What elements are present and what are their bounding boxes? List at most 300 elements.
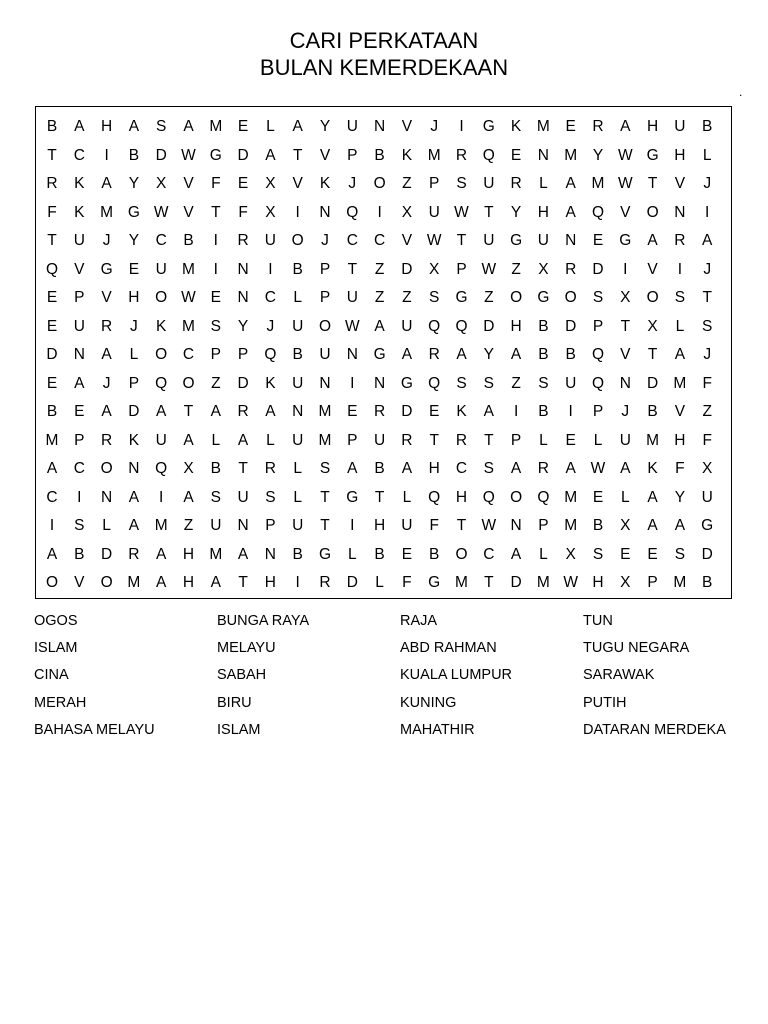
grid-letter[interactable]: A	[565, 175, 576, 192]
grid-letter[interactable]: J	[102, 232, 111, 249]
grid-letter[interactable]: A	[347, 460, 358, 477]
grid-letter[interactable]: Q	[591, 346, 605, 363]
grid-letter[interactable]: U	[292, 431, 304, 449]
grid-letter[interactable]: C	[73, 146, 85, 164]
grid-letter[interactable]: D	[592, 260, 604, 278]
grid-letter[interactable]: V	[674, 403, 686, 420]
grid-letter[interactable]: W	[617, 146, 633, 164]
grid-letter[interactable]: Y	[510, 203, 522, 221]
grid-letter[interactable]: D	[100, 545, 113, 563]
grid-letter[interactable]: O	[646, 203, 659, 221]
grid-letter[interactable]: P	[74, 431, 85, 449]
grid-letter[interactable]: B	[183, 232, 194, 249]
grid-letter[interactable]: T	[647, 175, 658, 192]
grid-letter[interactable]: W	[454, 203, 469, 221]
grid-letter[interactable]: B	[702, 574, 713, 591]
grid-letter[interactable]: H	[428, 460, 440, 477]
grid-letter[interactable]: T	[484, 431, 494, 449]
grid-letter[interactable]: G	[373, 346, 386, 363]
grid-letter[interactable]: N	[237, 517, 249, 534]
grid-letter[interactable]: R	[455, 431, 468, 449]
grid-letter[interactable]: E	[46, 374, 58, 392]
grid-letter[interactable]: G	[400, 374, 413, 392]
grid-letter[interactable]: R	[237, 232, 249, 249]
grid-letter[interactable]: V	[101, 289, 112, 306]
grid-letter[interactable]: Z	[183, 517, 194, 534]
grid-letter[interactable]: X	[620, 517, 631, 534]
grid-letter[interactable]: Y	[592, 146, 604, 164]
grid-letter[interactable]: Y	[483, 346, 494, 363]
grid-letter[interactable]: A	[620, 460, 631, 477]
grid-letter[interactable]: E	[510, 146, 522, 164]
grid-letter[interactable]: U	[401, 517, 413, 534]
grid-letter[interactable]: L	[539, 545, 548, 563]
grid-letter[interactable]: Z	[402, 289, 412, 306]
grid-letter[interactable]: P	[74, 289, 85, 306]
grid-letter[interactable]: J	[703, 175, 712, 192]
grid-letter[interactable]: K	[74, 175, 85, 192]
grid-letter[interactable]: J	[130, 317, 138, 335]
grid-letter[interactable]: C	[455, 460, 468, 477]
grid-letter[interactable]: Q	[155, 374, 168, 392]
grid-letter[interactable]: N	[373, 118, 386, 135]
grid-letter[interactable]: B	[647, 403, 658, 420]
grid-letter[interactable]: M	[318, 403, 332, 420]
grid-letter[interactable]: N	[100, 488, 113, 506]
grid-letter[interactable]: Q	[537, 488, 550, 506]
grid-letter[interactable]: A	[210, 403, 221, 420]
grid-letter[interactable]: I	[104, 146, 109, 164]
grid-letter[interactable]: A	[702, 232, 713, 249]
grid-letter[interactable]: M	[127, 574, 141, 591]
grid-letter[interactable]: B	[210, 460, 221, 477]
grid-letter[interactable]: Z	[511, 260, 521, 278]
grid-letter[interactable]: O	[564, 289, 577, 306]
grid-letter[interactable]: G	[100, 260, 113, 278]
grid-letter[interactable]: I	[49, 517, 55, 534]
grid-letter[interactable]: V	[319, 146, 331, 164]
grid-letter[interactable]: T	[47, 146, 57, 164]
grid-letter[interactable]: A	[401, 460, 413, 477]
grid-letter[interactable]: H	[537, 203, 549, 221]
grid-letter[interactable]: B	[538, 403, 549, 420]
grid-letter[interactable]: M	[564, 488, 578, 506]
grid-letter[interactable]: U	[73, 317, 85, 335]
grid-letter[interactable]: S	[210, 488, 221, 506]
grid-letter[interactable]: L	[102, 517, 111, 534]
grid-letter[interactable]: S	[674, 289, 686, 306]
grid-letter[interactable]: H	[674, 431, 686, 449]
grid-letter[interactable]: E	[620, 545, 631, 563]
grid-letter[interactable]: Z	[511, 374, 521, 392]
grid-letter[interactable]: I	[459, 118, 464, 135]
grid-letter[interactable]: C	[264, 289, 276, 306]
grid-letter[interactable]: O	[373, 175, 386, 192]
grid-letter[interactable]: V	[74, 574, 85, 591]
grid-letter[interactable]: B	[565, 346, 576, 363]
grid-letter[interactable]: D	[510, 574, 522, 591]
grid-letter[interactable]: O	[318, 317, 332, 335]
grid-letter[interactable]: H	[510, 317, 522, 335]
grid-letter[interactable]: E	[128, 260, 140, 278]
grid-letter[interactable]: V	[74, 260, 85, 278]
grid-letter[interactable]: U	[483, 175, 495, 192]
grid-letter[interactable]: Z	[402, 175, 412, 192]
grid-letter[interactable]: R	[592, 118, 604, 135]
grid-letter[interactable]: F	[675, 460, 685, 477]
grid-letter[interactable]: G	[346, 488, 359, 506]
grid-letter[interactable]: O	[510, 289, 523, 306]
grid-letter[interactable]: R	[674, 232, 686, 249]
grid-letter[interactable]: T	[183, 403, 194, 420]
grid-letter[interactable]: M	[45, 431, 59, 449]
grid-letter[interactable]: V	[183, 203, 194, 221]
grid-letter[interactable]: S	[592, 289, 604, 306]
grid-letter[interactable]: X	[265, 203, 276, 221]
grid-letter[interactable]: H	[373, 517, 386, 534]
grid-letter[interactable]: A	[456, 346, 467, 363]
grid-letter[interactable]: U	[292, 317, 304, 335]
grid-letter[interactable]: V	[401, 118, 413, 135]
grid-letter[interactable]: I	[295, 203, 300, 221]
grid-letter[interactable]: D	[128, 403, 140, 420]
grid-letter[interactable]: I	[677, 260, 683, 278]
grid-letter[interactable]: B	[374, 460, 385, 477]
grid-letter[interactable]: U	[319, 346, 331, 363]
grid-letter[interactable]: A	[46, 460, 58, 477]
grid-letter[interactable]: K	[647, 460, 658, 477]
grid-letter[interactable]: A	[183, 431, 194, 449]
grid-letter[interactable]: V	[674, 175, 686, 192]
grid-letter[interactable]: S	[702, 317, 713, 335]
grid-letter[interactable]: U	[346, 289, 358, 306]
grid-letter[interactable]: M	[209, 545, 223, 563]
grid-letter[interactable]: J	[348, 175, 357, 192]
grid-letter[interactable]: K	[128, 431, 140, 449]
grid-letter[interactable]: U	[701, 488, 713, 506]
grid-letter[interactable]: A	[265, 403, 276, 420]
grid-letter[interactable]: E	[237, 118, 249, 135]
grid-letter[interactable]: A	[156, 574, 167, 591]
grid-letter[interactable]: S	[538, 374, 549, 392]
grid-letter[interactable]: E	[237, 175, 249, 192]
grid-letter[interactable]: N	[319, 374, 331, 392]
grid-letter[interactable]: L	[593, 431, 603, 449]
grid-letter[interactable]: A	[647, 488, 658, 506]
grid-letter[interactable]: D	[401, 403, 413, 420]
grid-letter[interactable]: R	[401, 431, 413, 449]
grid-letter[interactable]: V	[647, 260, 658, 278]
grid-letter[interactable]: M	[182, 260, 195, 278]
grid-letter[interactable]: A	[647, 232, 658, 249]
grid-letter[interactable]: E	[565, 118, 576, 135]
grid-letter[interactable]: I	[295, 574, 300, 591]
grid-letter[interactable]: L	[539, 175, 548, 192]
grid-letter[interactable]: N	[319, 203, 331, 221]
grid-letter[interactable]: L	[293, 460, 302, 477]
grid-letter[interactable]: I	[268, 260, 273, 278]
grid-letter[interactable]: A	[156, 403, 167, 420]
grid-letter[interactable]: T	[702, 289, 712, 306]
grid-letter[interactable]: A	[510, 346, 522, 363]
grid-letter[interactable]: S	[319, 460, 331, 477]
grid-letter[interactable]: K	[74, 203, 85, 221]
grid-letter[interactable]: K	[265, 374, 276, 392]
grid-letter[interactable]: O	[100, 460, 113, 477]
grid-letter[interactable]: M	[646, 431, 660, 449]
grid-letter[interactable]: F	[429, 517, 439, 534]
grid-letter[interactable]: R	[100, 317, 113, 335]
grid-letter[interactable]: I	[350, 374, 355, 392]
grid-letter[interactable]: S	[456, 374, 467, 392]
grid-letter[interactable]: U	[292, 517, 304, 534]
grid-letter[interactable]: A	[647, 517, 658, 534]
grid-letter[interactable]: E	[592, 232, 604, 249]
grid-letter[interactable]: B	[374, 545, 385, 563]
grid-letter[interactable]: Y	[128, 232, 140, 249]
grid-letter[interactable]: N	[128, 460, 140, 477]
grid-letter[interactable]: C	[483, 545, 495, 563]
grid-letter[interactable]: M	[209, 118, 223, 135]
grid-letter[interactable]: A	[101, 346, 112, 363]
grid-letter[interactable]: V	[620, 203, 631, 221]
grid-letter[interactable]: H	[674, 146, 686, 164]
grid-letter[interactable]: P	[347, 431, 358, 449]
grid-letter[interactable]: W	[563, 574, 578, 591]
grid-letter[interactable]: B	[538, 346, 549, 363]
grid-letter[interactable]: N	[537, 146, 549, 164]
grid-letter[interactable]: R	[537, 460, 549, 477]
grid-letter[interactable]: D	[237, 374, 249, 392]
grid-letter[interactable]: A	[128, 118, 140, 135]
grid-letter[interactable]: T	[238, 460, 248, 477]
grid-letter[interactable]: E	[592, 488, 604, 506]
grid-letter[interactable]: T	[292, 146, 303, 164]
grid-letter[interactable]: X	[620, 574, 631, 591]
grid-letter[interactable]: N	[674, 203, 686, 221]
grid-letter[interactable]: A	[128, 488, 140, 506]
grid-letter[interactable]: L	[347, 545, 357, 563]
grid-letter[interactable]: G	[537, 289, 550, 306]
grid-letter[interactable]: B	[429, 545, 440, 563]
grid-letter[interactable]: R	[264, 460, 276, 477]
grid-letter[interactable]: X	[401, 203, 413, 221]
grid-letter[interactable]: R	[373, 403, 386, 420]
grid-letter[interactable]: Q	[45, 260, 59, 278]
grid-letter[interactable]: B	[702, 118, 713, 135]
grid-letter[interactable]: F	[702, 431, 712, 449]
grid-letter[interactable]: P	[592, 317, 604, 335]
grid-letter[interactable]: T	[47, 232, 57, 249]
grid-letter[interactable]: Z	[484, 289, 494, 306]
grid-letter[interactable]: N	[237, 289, 249, 306]
grid-letter[interactable]: R	[455, 146, 468, 164]
grid-letter[interactable]: A	[237, 545, 249, 563]
grid-letter[interactable]: I	[213, 232, 218, 249]
grid-letter[interactable]: K	[319, 175, 331, 192]
grid-letter[interactable]: O	[100, 574, 113, 591]
grid-letter[interactable]: A	[401, 346, 413, 363]
grid-letter[interactable]: T	[347, 260, 358, 278]
grid-letter[interactable]: R	[428, 346, 440, 363]
grid-letter[interactable]: T	[647, 346, 658, 363]
grid-letter[interactable]: E	[46, 317, 58, 335]
grid-letter[interactable]: T	[320, 517, 330, 534]
grid-letter[interactable]: J	[102, 374, 111, 392]
grid-letter[interactable]: C	[46, 488, 58, 506]
grid-letter[interactable]: E	[565, 431, 576, 449]
grid-letter[interactable]: X	[702, 460, 713, 477]
grid-letter[interactable]: A	[210, 574, 221, 591]
grid-letter[interactable]: G	[701, 517, 714, 534]
grid-letter[interactable]: X	[647, 317, 658, 335]
grid-letter[interactable]: A	[674, 346, 686, 363]
grid-letter[interactable]: V	[183, 175, 194, 192]
grid-letter[interactable]: H	[128, 289, 140, 306]
grid-letter[interactable]: A	[292, 118, 303, 135]
grid-letter[interactable]: G	[482, 118, 495, 135]
grid-letter[interactable]: Z	[374, 289, 385, 306]
grid-letter[interactable]: Q	[155, 460, 168, 477]
grid-letter[interactable]: M	[564, 146, 578, 164]
grid-letter[interactable]: N	[619, 374, 631, 392]
grid-letter[interactable]: H	[592, 574, 604, 591]
grid-letter[interactable]: B	[592, 517, 604, 534]
grid-letter[interactable]: V	[292, 175, 303, 192]
grid-letter[interactable]: U	[155, 260, 167, 278]
grid-letter[interactable]: X	[429, 260, 440, 278]
grid-letter[interactable]: J	[621, 403, 630, 420]
grid-letter[interactable]: T	[429, 431, 439, 449]
grid-letter[interactable]: S	[210, 317, 221, 335]
grid-letter[interactable]: K	[401, 146, 413, 164]
grid-letter[interactable]: P	[510, 431, 522, 449]
grid-letter[interactable]: A	[101, 403, 112, 420]
grid-letter[interactable]: D	[237, 146, 249, 164]
grid-letter[interactable]: K	[510, 118, 522, 135]
grid-letter[interactable]: R	[128, 545, 140, 563]
grid-letter[interactable]: S	[483, 460, 494, 477]
grid-letter[interactable]: W	[344, 317, 360, 335]
grid-letter[interactable]: H	[455, 488, 468, 506]
grid-letter[interactable]: Y	[128, 175, 140, 192]
grid-letter[interactable]: I	[350, 517, 355, 534]
grid-letter[interactable]: A	[674, 517, 686, 534]
grid-letter[interactable]: I	[77, 488, 82, 506]
grid-letter[interactable]: P	[647, 574, 658, 591]
grid-letter[interactable]: W	[181, 146, 196, 164]
grid-letter[interactable]: L	[129, 346, 139, 363]
grid-letter[interactable]: B	[128, 146, 140, 164]
grid-letter[interactable]: N	[264, 545, 276, 563]
grid-letter[interactable]: P	[456, 260, 467, 278]
grid-letter[interactable]: A	[510, 545, 522, 563]
grid-letter[interactable]: N	[237, 260, 249, 278]
grid-letter[interactable]: M	[318, 431, 332, 449]
grid-letter[interactable]: P	[592, 403, 604, 420]
grid-letter[interactable]: Q	[346, 203, 359, 221]
grid-letter[interactable]: L	[211, 431, 221, 449]
grid-letter[interactable]: Q	[455, 317, 468, 335]
grid-letter[interactable]: L	[266, 431, 275, 449]
grid-letter[interactable]: A	[74, 118, 85, 135]
grid-letter[interactable]: C	[373, 232, 386, 249]
grid-letter[interactable]: G	[127, 203, 140, 221]
grid-letter[interactable]: X	[620, 289, 631, 306]
grid-letter[interactable]: J	[703, 346, 712, 363]
grid-letter[interactable]: T	[456, 517, 467, 534]
grid-letter[interactable]: L	[539, 431, 548, 449]
grid-letter[interactable]: G	[646, 146, 659, 164]
grid-letter[interactable]: P	[128, 374, 140, 392]
grid-letter[interactable]: O	[45, 574, 59, 591]
grid-letter[interactable]: O	[510, 488, 523, 506]
grid-letter[interactable]: G	[619, 232, 632, 249]
grid-letter[interactable]: E	[347, 403, 358, 420]
grid-letter[interactable]: H	[182, 545, 195, 563]
grid-letter[interactable]: M	[673, 374, 687, 392]
grid-letter[interactable]: M	[427, 146, 441, 164]
grid-letter[interactable]: R	[319, 574, 331, 591]
grid-letter[interactable]: B	[292, 260, 303, 278]
grid-letter[interactable]: S	[456, 175, 467, 192]
grid-letter[interactable]: B	[292, 346, 303, 363]
grid-letter[interactable]: A	[510, 460, 522, 477]
grid-letter[interactable]: U	[674, 118, 686, 135]
grid-letter[interactable]: I	[623, 260, 628, 278]
grid-letter[interactable]: I	[513, 403, 519, 420]
grid-letter[interactable]: D	[646, 374, 659, 392]
grid-letter[interactable]: V	[620, 346, 631, 363]
grid-letter[interactable]: W	[590, 460, 606, 477]
grid-letter[interactable]: S	[674, 545, 686, 563]
grid-letter[interactable]: D	[46, 346, 58, 363]
grid-letter[interactable]: R	[237, 403, 249, 420]
grid-letter[interactable]: Z	[211, 374, 221, 392]
grid-letter[interactable]: X	[565, 545, 576, 563]
grid-letter[interactable]: L	[293, 289, 302, 306]
grid-letter[interactable]: B	[374, 146, 385, 164]
grid-letter[interactable]: U	[428, 203, 440, 221]
grid-letter[interactable]: H	[646, 118, 659, 135]
grid-letter[interactable]: H	[182, 574, 195, 591]
grid-letter[interactable]: G	[209, 146, 222, 164]
grid-letter[interactable]: B	[74, 545, 85, 563]
grid-letter[interactable]: A	[483, 403, 494, 420]
grid-letter[interactable]: U	[401, 317, 413, 335]
grid-letter[interactable]: O	[155, 346, 168, 363]
grid-letter[interactable]: W	[153, 203, 169, 221]
grid-letter[interactable]: M	[564, 517, 578, 534]
grid-letter[interactable]: G	[455, 289, 468, 306]
grid-letter[interactable]: L	[675, 317, 685, 335]
grid-letter[interactable]: O	[646, 289, 659, 306]
grid-letter[interactable]: D	[483, 317, 495, 335]
grid-letter[interactable]: C	[182, 346, 195, 363]
grid-letter[interactable]: B	[292, 545, 303, 563]
grid-letter[interactable]: H	[264, 574, 276, 591]
grid-letter[interactable]: Z	[702, 403, 712, 420]
grid-letter[interactable]: M	[182, 317, 195, 335]
grid-letter[interactable]: A	[374, 317, 385, 335]
grid-letter[interactable]: B	[46, 403, 58, 420]
grid-letter[interactable]: L	[266, 118, 275, 135]
grid-letter[interactable]: U	[619, 431, 631, 449]
grid-letter[interactable]: W	[426, 232, 442, 249]
grid-letter[interactable]: M	[100, 203, 114, 221]
grid-letter[interactable]: R	[510, 175, 522, 192]
grid-letter[interactable]: X	[183, 460, 194, 477]
